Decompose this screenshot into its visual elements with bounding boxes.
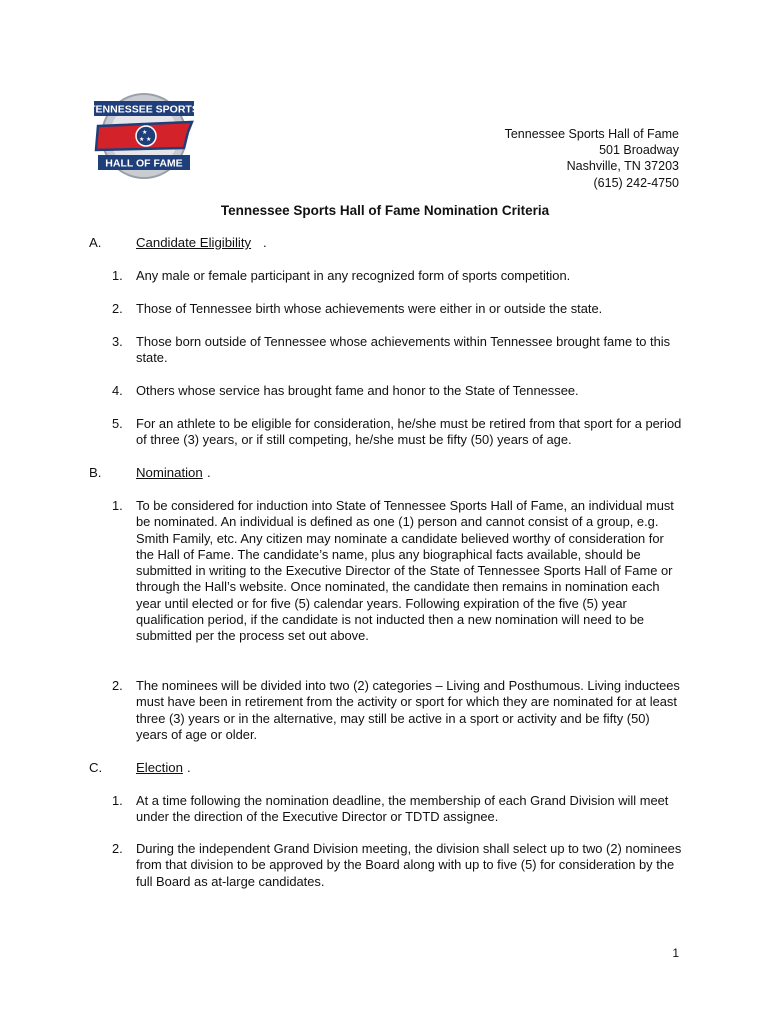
logo-bottom-text: HALL OF FAME	[105, 157, 183, 170]
list-item: 1. At a time following the nomination deadline, the membership of each Grand Division will meet under the direction of the Executive Director or TDTD assignee.	[112, 793, 669, 825]
section-letter: B.	[89, 465, 102, 480]
list-item: 1. Any male or female participant in any recognized form of sports competition.	[112, 268, 571, 283]
logo-top-text: TENNESSEE SPORTS	[89, 103, 199, 116]
document-title: Tennessee Sports Hall of Fame Nomination Criteria	[220, 203, 550, 218]
list-item: 1. To be considered for induction into State of Tennessee Sports Hall of Fame, an individual must be nominated. An individual is defined as one (1) person and cannot consist of a group, e.g. Smith Family, etc. Any citizen may nominate a candidate believed worthy of consideration for the Hall of Fame. The candidate’s name, plus any biographical facts available, should be submitted in writing to the Executive Director of the State of Tennessee Sports Hall of Fame or through the Hall’s website. Once nominated, the candidate then remains in nomination each year until elected or for five (5) calendar years. Following expiration of the five (5) year qualification period, if the candidate is not inducted then a new nomination will need to be submitted per the process set out above.	[112, 498, 674, 644]
list-item: 5. For an athlete to be eligible for consideration, he/she must be retired from that sport for a period of three (3) years, or if still competing, he/she must be fifty (50) years of age.	[112, 416, 682, 448]
section-letter: C.	[89, 760, 103, 775]
list-item: 4. Others whose service has brought fame and honor to the State of Tennessee.	[112, 383, 579, 398]
list-item: 2. Those of Tennessee birth whose achievements were either in or outside the state.	[112, 301, 603, 316]
phone-number: (615) 242-4750	[593, 175, 679, 190]
list-item: 3. Those born outside of Tennessee whose achievements within Tennessee brought fame to this state.	[112, 334, 671, 366]
street-address: 501 Broadway	[599, 143, 679, 158]
org-name: Tennessee Sports Hall of Fame	[504, 127, 679, 141]
city-state-zip: Nashville, TN 37203	[566, 159, 679, 174]
svg-text:★: ★	[139, 136, 145, 143]
logo-emblem	[88, 92, 200, 184]
section-heading: Election	[136, 760, 183, 775]
section-heading: Candidate Eligibility	[136, 235, 252, 250]
list-item: 2. The nominees will be divided into two (2) categories – Living and Posthumous. Living inductees must have been in retirement from the activity or sport for which they are nominated for at least three (3) years or in the alternative, may still be active in a sport or activity and be fifty (50) years of age or older.	[112, 678, 680, 742]
page-number: 1	[672, 946, 679, 960]
section-letter: A.	[89, 235, 102, 250]
address-block	[505, 126, 679, 191]
svg-text:★: ★	[146, 136, 152, 143]
svg-text:★: ★	[142, 129, 148, 136]
hall-of-fame-logo	[88, 92, 200, 184]
section-heading: Nomination	[136, 465, 203, 480]
list-item: 2. During the independent Grand Division meeting, the division shall select up to two (2) nominees from that division to be approved by the Board along with up to five (5) for consideration by the full Board as at-large candidates.	[112, 841, 682, 889]
